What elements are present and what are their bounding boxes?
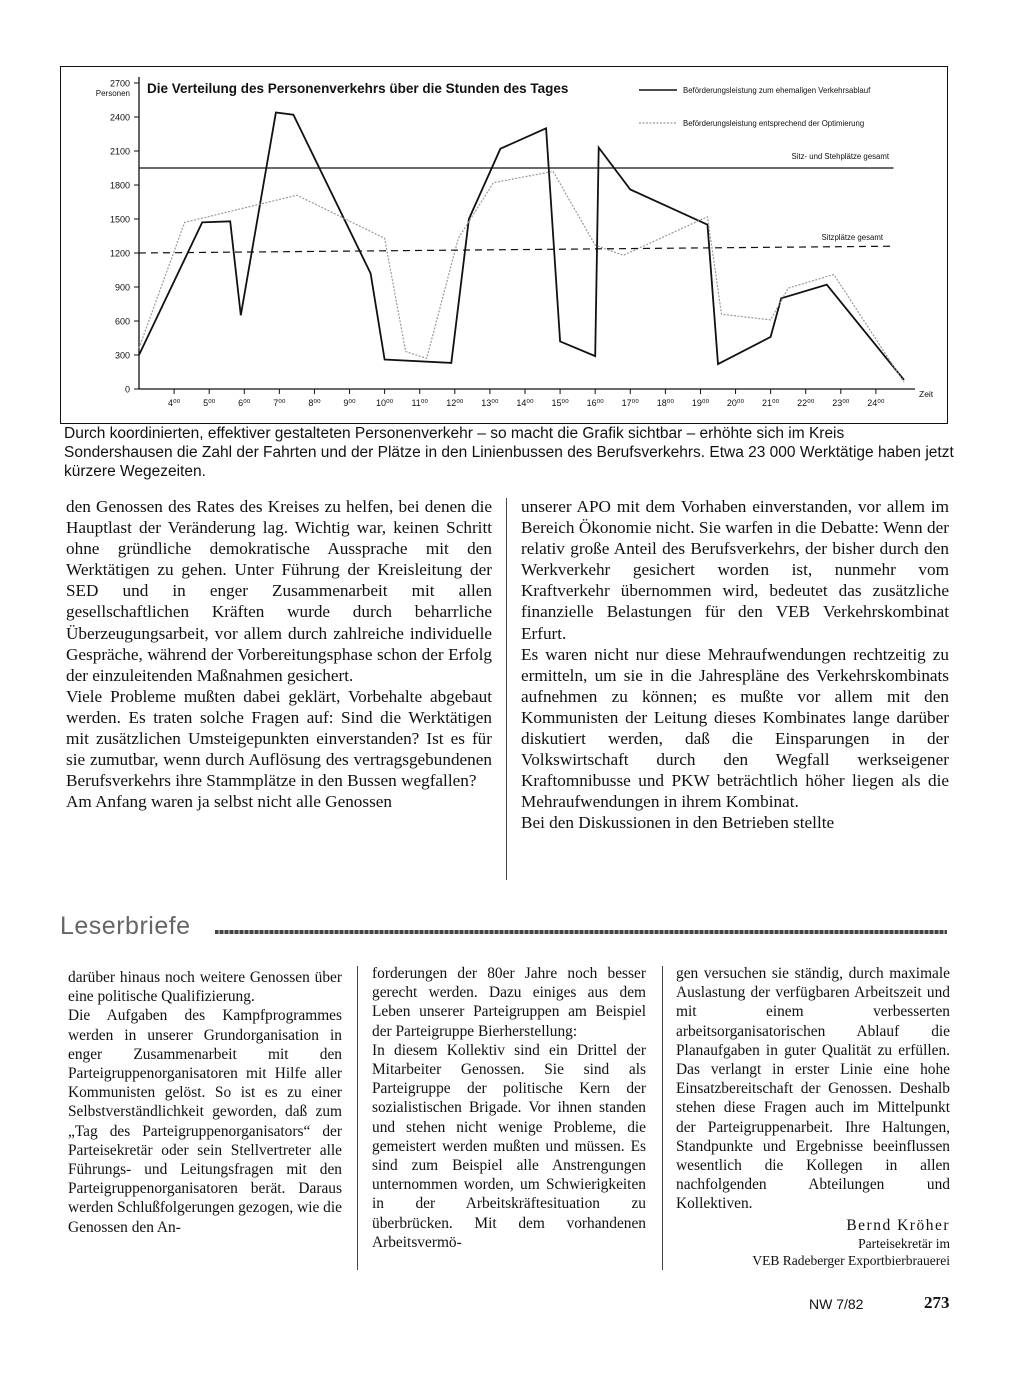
x-axis-label: Zeit xyxy=(919,389,934,399)
x-tick-label: 20⁰⁰ xyxy=(726,398,745,408)
letters-paragraph: In diesem Kollektiv sind ein Drittel der Mitarbeiter Genossen. Sie sind als Parteigruppe der politische Kern der sozialistischen Brigade. Vor ihnen standen und stehen nicht wenige Probleme, die gemeistert werden mußten und müssen. Es sind zum Beispiel alle Anstrengungen unternommen worden, um Schwierigkeiten in der Arbeitskräftesituation zu überbrücken. Mit dem vorhandenen Arbeitsvermö- xyxy=(372,1041,646,1251)
x-tick-label: 12⁰⁰ xyxy=(446,398,464,408)
label-total-capacity: Sitz- und Stehplätze gesamt xyxy=(791,152,889,161)
letters-column-2 xyxy=(372,964,646,1252)
signature-role: Parteisekretär im xyxy=(858,1235,950,1251)
x-tick-label: 5⁰⁰ xyxy=(203,398,216,408)
x-tick-label: 14⁰⁰ xyxy=(516,398,534,408)
letters-column-1 xyxy=(68,968,342,1237)
label-seats-total: Sitzplätze gesamt xyxy=(821,233,883,243)
article-paragraph: unserer APO mit dem Vorhaben einverstanden, vor allem im Bereich Ökonomie nicht. Sie warfen in die Debatte: Wenn der relativ große Anteil des Berufsverkehrs, der bisher durch den Werkverkehr gesichert worden ist, nunmehr vom Kraftverkehr übernommen wird, bedeutet das zusätzliche finanzielle Belastungen für den VEB Verkehrskombinat Erfurt. xyxy=(521,497,949,643)
series-line-1 xyxy=(139,113,904,380)
x-tick-label: 11⁰⁰ xyxy=(411,398,429,408)
letters-paragraph: gen versuchen sie ständig, durch maximale Auslastung der verfügbaren Arbeitszeit und mit einem verbesserten arbeitsorganisatorischen Ablauf die Planaufgaben in guter Qualität zu erfüllen. Das verlangt in erster Linie eine hohe Einsatzbereitschaft der Genossen. Deshalb stehen diese Fragen auch im Mittelpunkt der Parteigruppenarbeit. Ihre Haltungen, Standpunkte und Ergebnisse beeinflussen wesentlich die Kollegen in allen nachfolgenden Abteilungen und Kollektiven. xyxy=(676,965,950,1213)
x-tick-label: 13⁰⁰ xyxy=(481,398,499,408)
chart-frame xyxy=(60,66,948,424)
article-column-2 xyxy=(521,496,949,834)
x-tick-label: 17⁰⁰ xyxy=(621,398,639,408)
article-paragraph: Viele Probleme mußten dabei geklärt, Vorbehalte abgebaut werden. Es traten solche Fragen auf: Sind die Werktätigen mit zusätzlichen Umsteigepunkten einverstanden? Ist es für sie zumutbar, wenn durch Auflösung des vertragsgebundenen Berufsverkehrs ihre Stammplätze in den Bussen wegfallen? xyxy=(66,686,492,791)
y-tick-label: 0 xyxy=(124,384,130,395)
y-tick-label: 1800 xyxy=(109,180,130,191)
x-tick-label: 6⁰⁰ xyxy=(238,398,251,408)
signature-organization: VEB Radeberger Exportbierbrauerei xyxy=(752,1252,950,1268)
y-tick-label: 1500 xyxy=(109,214,130,225)
article-paragraph: Bei den Diskussionen in den Betrieben stellte xyxy=(521,813,835,833)
x-tick-label: 19⁰⁰ xyxy=(691,398,710,408)
article-paragraph: Es waren nicht nur diese Mehraufwendungen rechtzeitig zu ermitteln, um sie in die Jahrespläne des Verkehrskombinats aufnehmen zu können; es mußte vor allem mit den Kommunisten der Leitung dieses Kombinates lange darüber diskutiert werden, daß die Einsparungen in der Volkswirtschaft durch den Wegfall werkseigener Kraftomnibusse und PKW beträchtlich höher liegen als die Mehraufwendungen in ihrem Kombinat. xyxy=(521,644,949,812)
x-tick-label: 9⁰⁰ xyxy=(343,398,356,408)
y-axis-label: Personen xyxy=(95,89,130,98)
y-tick-label: 900 xyxy=(114,282,130,293)
signature-name: Bernd Kröher xyxy=(846,1216,950,1234)
column-divider xyxy=(662,966,663,1270)
y-tick-label: 2400 xyxy=(109,112,130,123)
x-tick-label: 10⁰⁰ xyxy=(376,398,394,408)
article-paragraph: Am Anfang waren ja selbst nicht alle Genossen xyxy=(66,792,392,812)
x-tick-label: 4⁰⁰ xyxy=(167,398,181,408)
issue-code: NW 7/82 xyxy=(809,1296,864,1312)
letters-heading: Leserbriefe xyxy=(60,912,191,940)
x-tick-label: 16⁰⁰ xyxy=(586,398,604,408)
y-tick-label: 1200 xyxy=(109,248,130,259)
traffic-distribution-chart xyxy=(61,67,947,423)
column-divider xyxy=(357,966,358,1270)
legend-label-former: Beförderungsleistung zum ehemaligen Verkehrsablauf xyxy=(683,86,871,95)
y-tick-label: 2100 xyxy=(109,146,130,157)
series-line-2 xyxy=(139,171,904,382)
letters-column-3 xyxy=(676,964,950,1269)
x-tick-label: 23⁰⁰ xyxy=(832,398,850,408)
letters-paragraph: Die Aufgaben des Kampfprogrammes werden in unserer Grundorganisation in enger Zusammenarbeit mit den Parteigruppenorganisatoren mit Hilfe aller Kommunisten gelöst. So ist es zu einer Selbstverständlichkeit geworden, daß zum „Tag des Parteigruppenorganisators“ der Parteisekretär oder sein Stellvertreter alle Führungs- und Leitungsfragen mit den Parteigruppenorganisatoren berät. Daraus werden Schlußfolgerungen gezogen, wie die Genossen den An- xyxy=(68,1007,342,1236)
chart-caption: Durch koordinierten, effektiver gestalteten Personenverkehr – so macht die Grafik sichtbar – erhöhte sich im Kreis Sondershausen die Zahl der Fahrten und der Plätze in den Linienbussen des Berufsverkehrs. Etwa 23 000 Werktätige haben jetzt kürzere Wegezeiten. xyxy=(64,425,954,480)
letters-paragraph: darüber hinaus noch weitere Genossen über eine politische Qualifizierung. xyxy=(68,969,342,1006)
x-tick-label: 8⁰⁰ xyxy=(308,398,321,408)
x-tick-label: 15⁰⁰ xyxy=(551,398,569,408)
legend-label-optimized: Beförderungsleistung entsprechend der Optimierung xyxy=(683,119,865,128)
article-paragraph: den Genossen des Rates des Kreises zu helfen, bei denen die Hauptlast der Veränderung lag. Wichtig war, keinen Schritt ohne gründliche demokratische Aussprache mit den Werktätigen zu gehen. Unter Führung der Kreisleitung der SED und in enger Zusammenarbeit mit allen gesellschaftlichen Kräften wurde durch beharrliche Überzeugungsarbeit, vor allem durch zahlreiche individuelle Gespräche, während der Vorbereitungsphase schon der Erfolg der einzuleitenden Maßnahmen gesichert. xyxy=(66,497,492,685)
x-tick-label: 24⁰⁰ xyxy=(867,398,885,408)
x-tick-label: 18⁰⁰ xyxy=(656,398,674,408)
y-tick-label: 600 xyxy=(114,316,130,327)
letters-paragraph: forderungen der 80er Jahre noch besser gerecht werden. Dazu einiges aus dem Leben unserer Parteigruppen am Beispiel der Parteigruppe Bierherstellung: xyxy=(372,965,646,1040)
y-tick-label: 2700 xyxy=(109,78,130,89)
article-column-1 xyxy=(66,496,492,812)
x-tick-label: 7⁰⁰ xyxy=(273,398,286,408)
chart-title: Die Verteilung des Personenverkehrs über die Stunden des Tages xyxy=(147,81,569,96)
y-tick-label: 300 xyxy=(114,350,130,361)
column-divider xyxy=(506,498,507,880)
x-tick-label: 22⁰⁰ xyxy=(797,398,815,408)
page-number: 273 xyxy=(924,1293,950,1312)
letters-heading-rule xyxy=(215,930,947,934)
x-tick-label: 21⁰⁰ xyxy=(762,398,780,408)
